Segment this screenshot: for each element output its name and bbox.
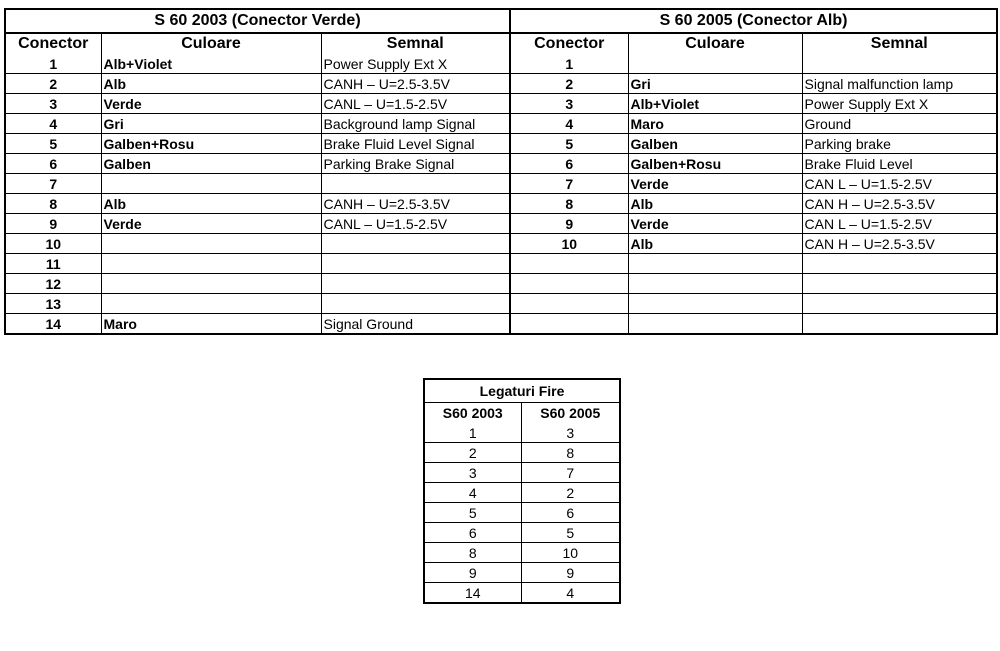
- column-header-semnal: Semnal: [870, 35, 928, 52]
- table-row: [510, 234, 997, 254]
- table-cell: 3: [424, 463, 521, 483]
- table-cell: Galben+Rosu: [101, 134, 321, 154]
- table-row: [424, 523, 620, 543]
- table-cell: Brake Fluid Level: [802, 154, 997, 174]
- table-cell: 3: [5, 94, 101, 114]
- table-cell: Alb+Violet: [628, 94, 802, 114]
- table-cell: Verde: [628, 174, 802, 194]
- table-row: [510, 54, 997, 74]
- table-cell: 13: [5, 294, 101, 314]
- table-row: [510, 274, 997, 294]
- table-cell: 3: [510, 94, 628, 114]
- table-row: [424, 503, 620, 523]
- table-cell: [101, 294, 321, 314]
- table-cell: [321, 174, 510, 194]
- table-cell: 2: [521, 483, 620, 503]
- table-cell: Power Supply Ext X: [802, 94, 997, 114]
- table-cell: 8: [521, 443, 620, 463]
- table-cell: Galben+Rosu: [628, 154, 802, 174]
- table-cell: [321, 274, 510, 294]
- table-cell: 10: [5, 234, 101, 254]
- table-row: [5, 254, 510, 274]
- table-row: [5, 234, 510, 254]
- table-cell: 8: [424, 543, 521, 563]
- table-row: [5, 54, 510, 74]
- table-cell: Signal malfunction lamp: [802, 74, 997, 94]
- table-cell: 11: [5, 254, 101, 274]
- table-cell: Alb: [101, 74, 321, 94]
- table-cell: 6: [424, 523, 521, 543]
- table-cell: 4: [510, 114, 628, 134]
- table-cell: 7: [510, 174, 628, 194]
- table-cell: 9: [5, 214, 101, 234]
- table-cell: 4: [566, 584, 575, 601]
- table-row: [510, 94, 997, 114]
- table-cell: 1: [510, 54, 628, 74]
- table-cell: [628, 274, 802, 294]
- table-cell: Alb: [628, 194, 802, 214]
- table-cell: CAN H – U=2.5-3.5V: [802, 234, 997, 254]
- table-row: [424, 483, 620, 503]
- table-title: S 60 2003 (Conector Verde): [5, 9, 510, 33]
- table-row: [5, 114, 510, 134]
- table-cell: CANL – U=1.5-2.5V: [321, 94, 510, 114]
- table-row: [5, 194, 510, 214]
- column-header-conector: Conector: [5, 33, 101, 54]
- table-cell: CANL – U=1.5-2.5V: [321, 214, 510, 234]
- table-row: [5, 94, 510, 114]
- table-cell: [628, 314, 802, 335]
- table-row: [424, 583, 620, 604]
- table-cell: CAN H – U=2.5-3.5V: [802, 194, 997, 214]
- table-cell: 5: [5, 134, 101, 154]
- table-cell: Alb: [628, 234, 802, 254]
- table-row: [510, 214, 997, 234]
- table-cell: [321, 234, 510, 254]
- column-header-conector: Conector: [510, 33, 628, 54]
- s60-2005-connector-table: [509, 8, 998, 335]
- table-cell: Verde: [101, 94, 321, 114]
- table-cell: Parking brake: [802, 134, 997, 154]
- table-cell: 2: [510, 74, 628, 94]
- table-cell: 9: [424, 563, 521, 583]
- table-cell: [101, 234, 321, 254]
- table-title: S 60 2005 (Conector Alb): [510, 9, 997, 33]
- table-cell: [101, 254, 321, 274]
- table-cell: Verde: [101, 214, 321, 234]
- table-row: [5, 134, 510, 154]
- table-cell: Gri: [101, 114, 321, 134]
- table-row: [510, 74, 997, 94]
- table-cell: 6: [521, 503, 620, 523]
- table-cell: [802, 294, 997, 314]
- table-cell: [510, 274, 628, 294]
- table-cell: 14: [5, 314, 101, 335]
- table-cell: Galben: [628, 134, 802, 154]
- table-cell: Maro: [628, 114, 802, 134]
- table-cell: [628, 254, 802, 274]
- table-row: [424, 463, 620, 483]
- table-cell: [628, 54, 802, 74]
- table-cell: [510, 254, 628, 274]
- table-row: [5, 174, 510, 194]
- table-cell: 4: [5, 114, 101, 134]
- s60-2003-connector-table: [4, 8, 511, 335]
- table-cell: [101, 174, 321, 194]
- column-header-semnal: Semnal: [386, 35, 444, 52]
- table-row: [510, 294, 997, 314]
- table-cell: CANH – U=2.5-3.5V: [321, 194, 510, 214]
- table-cell: 5: [424, 503, 521, 523]
- table-cell: [321, 254, 510, 274]
- table-cell: Maro: [101, 314, 321, 335]
- table-row: [424, 563, 620, 583]
- table-cell: 7: [521, 463, 620, 483]
- table-row: [510, 174, 997, 194]
- table-cell: CAN L – U=1.5-2.5V: [802, 214, 997, 234]
- table-cell: Alb+Violet: [101, 54, 321, 74]
- table-cell: 10: [521, 543, 620, 563]
- table-cell: 7: [5, 174, 101, 194]
- table-row: [5, 154, 510, 174]
- table-cell: [802, 274, 997, 294]
- table-cell: 2: [5, 74, 101, 94]
- table-row: [5, 214, 510, 234]
- table-cell: 5: [521, 523, 620, 543]
- table-row: [510, 114, 997, 134]
- table-cell: Alb: [101, 194, 321, 214]
- table-cell: 9: [521, 563, 620, 583]
- table-cell: 2: [424, 443, 521, 463]
- table-row: [5, 274, 510, 294]
- table-cell: 4: [424, 483, 521, 503]
- table-row: [5, 314, 510, 335]
- table-cell: 10: [510, 234, 628, 254]
- wire-links-table: [423, 378, 621, 604]
- table-cell: 6: [510, 154, 628, 174]
- table-cell: 6: [5, 154, 101, 174]
- table-cell: 1: [424, 423, 521, 443]
- table-cell: 5: [510, 134, 628, 154]
- table-row: [510, 194, 997, 214]
- table-cell: 1: [5, 54, 101, 74]
- table-cell: 8: [5, 194, 101, 214]
- table-row: [5, 294, 510, 314]
- table-row: [5, 74, 510, 94]
- table-cell: Gri: [628, 74, 802, 94]
- column-header-s60-2005: S60 2005: [540, 405, 601, 421]
- table-cell: Background lamp Signal: [321, 114, 510, 134]
- table-cell: Galben: [101, 154, 321, 174]
- table-cell: Brake Fluid Level Signal: [321, 134, 510, 154]
- table-cell: 12: [5, 274, 101, 294]
- column-header-culoare: Culoare: [628, 33, 802, 54]
- table-row: [424, 543, 620, 563]
- table-cell: [802, 54, 997, 74]
- table-cell: Parking Brake Signal: [321, 154, 510, 174]
- table-row: [510, 134, 997, 154]
- table-cell: [101, 274, 321, 294]
- table-cell: [510, 294, 628, 314]
- table-title: Legaturi Fire: [424, 379, 620, 403]
- table-cell: [802, 254, 997, 274]
- table-row: [424, 443, 620, 463]
- table-cell: [802, 314, 997, 335]
- table-row: [510, 154, 997, 174]
- table-cell: CANH – U=2.5-3.5V: [321, 74, 510, 94]
- table-cell: Ground: [802, 114, 997, 134]
- table-cell: CAN L – U=1.5-2.5V: [802, 174, 997, 194]
- table-row: [424, 423, 620, 443]
- table-cell: Signal Ground: [323, 315, 414, 332]
- table-cell: [510, 314, 628, 335]
- table-row: [510, 254, 997, 274]
- table-cell: 14: [424, 583, 521, 604]
- table-cell: 8: [510, 194, 628, 214]
- table-cell: [628, 294, 802, 314]
- table-cell: Power Supply Ext X: [321, 54, 510, 74]
- table-cell: [321, 294, 510, 314]
- table-row: [510, 314, 997, 335]
- table-cell: 3: [521, 423, 620, 443]
- column-header-s60-2003: S60 2003: [424, 403, 521, 424]
- table-cell: Verde: [628, 214, 802, 234]
- column-header-culoare: Culoare: [101, 33, 321, 54]
- table-cell: 9: [510, 214, 628, 234]
